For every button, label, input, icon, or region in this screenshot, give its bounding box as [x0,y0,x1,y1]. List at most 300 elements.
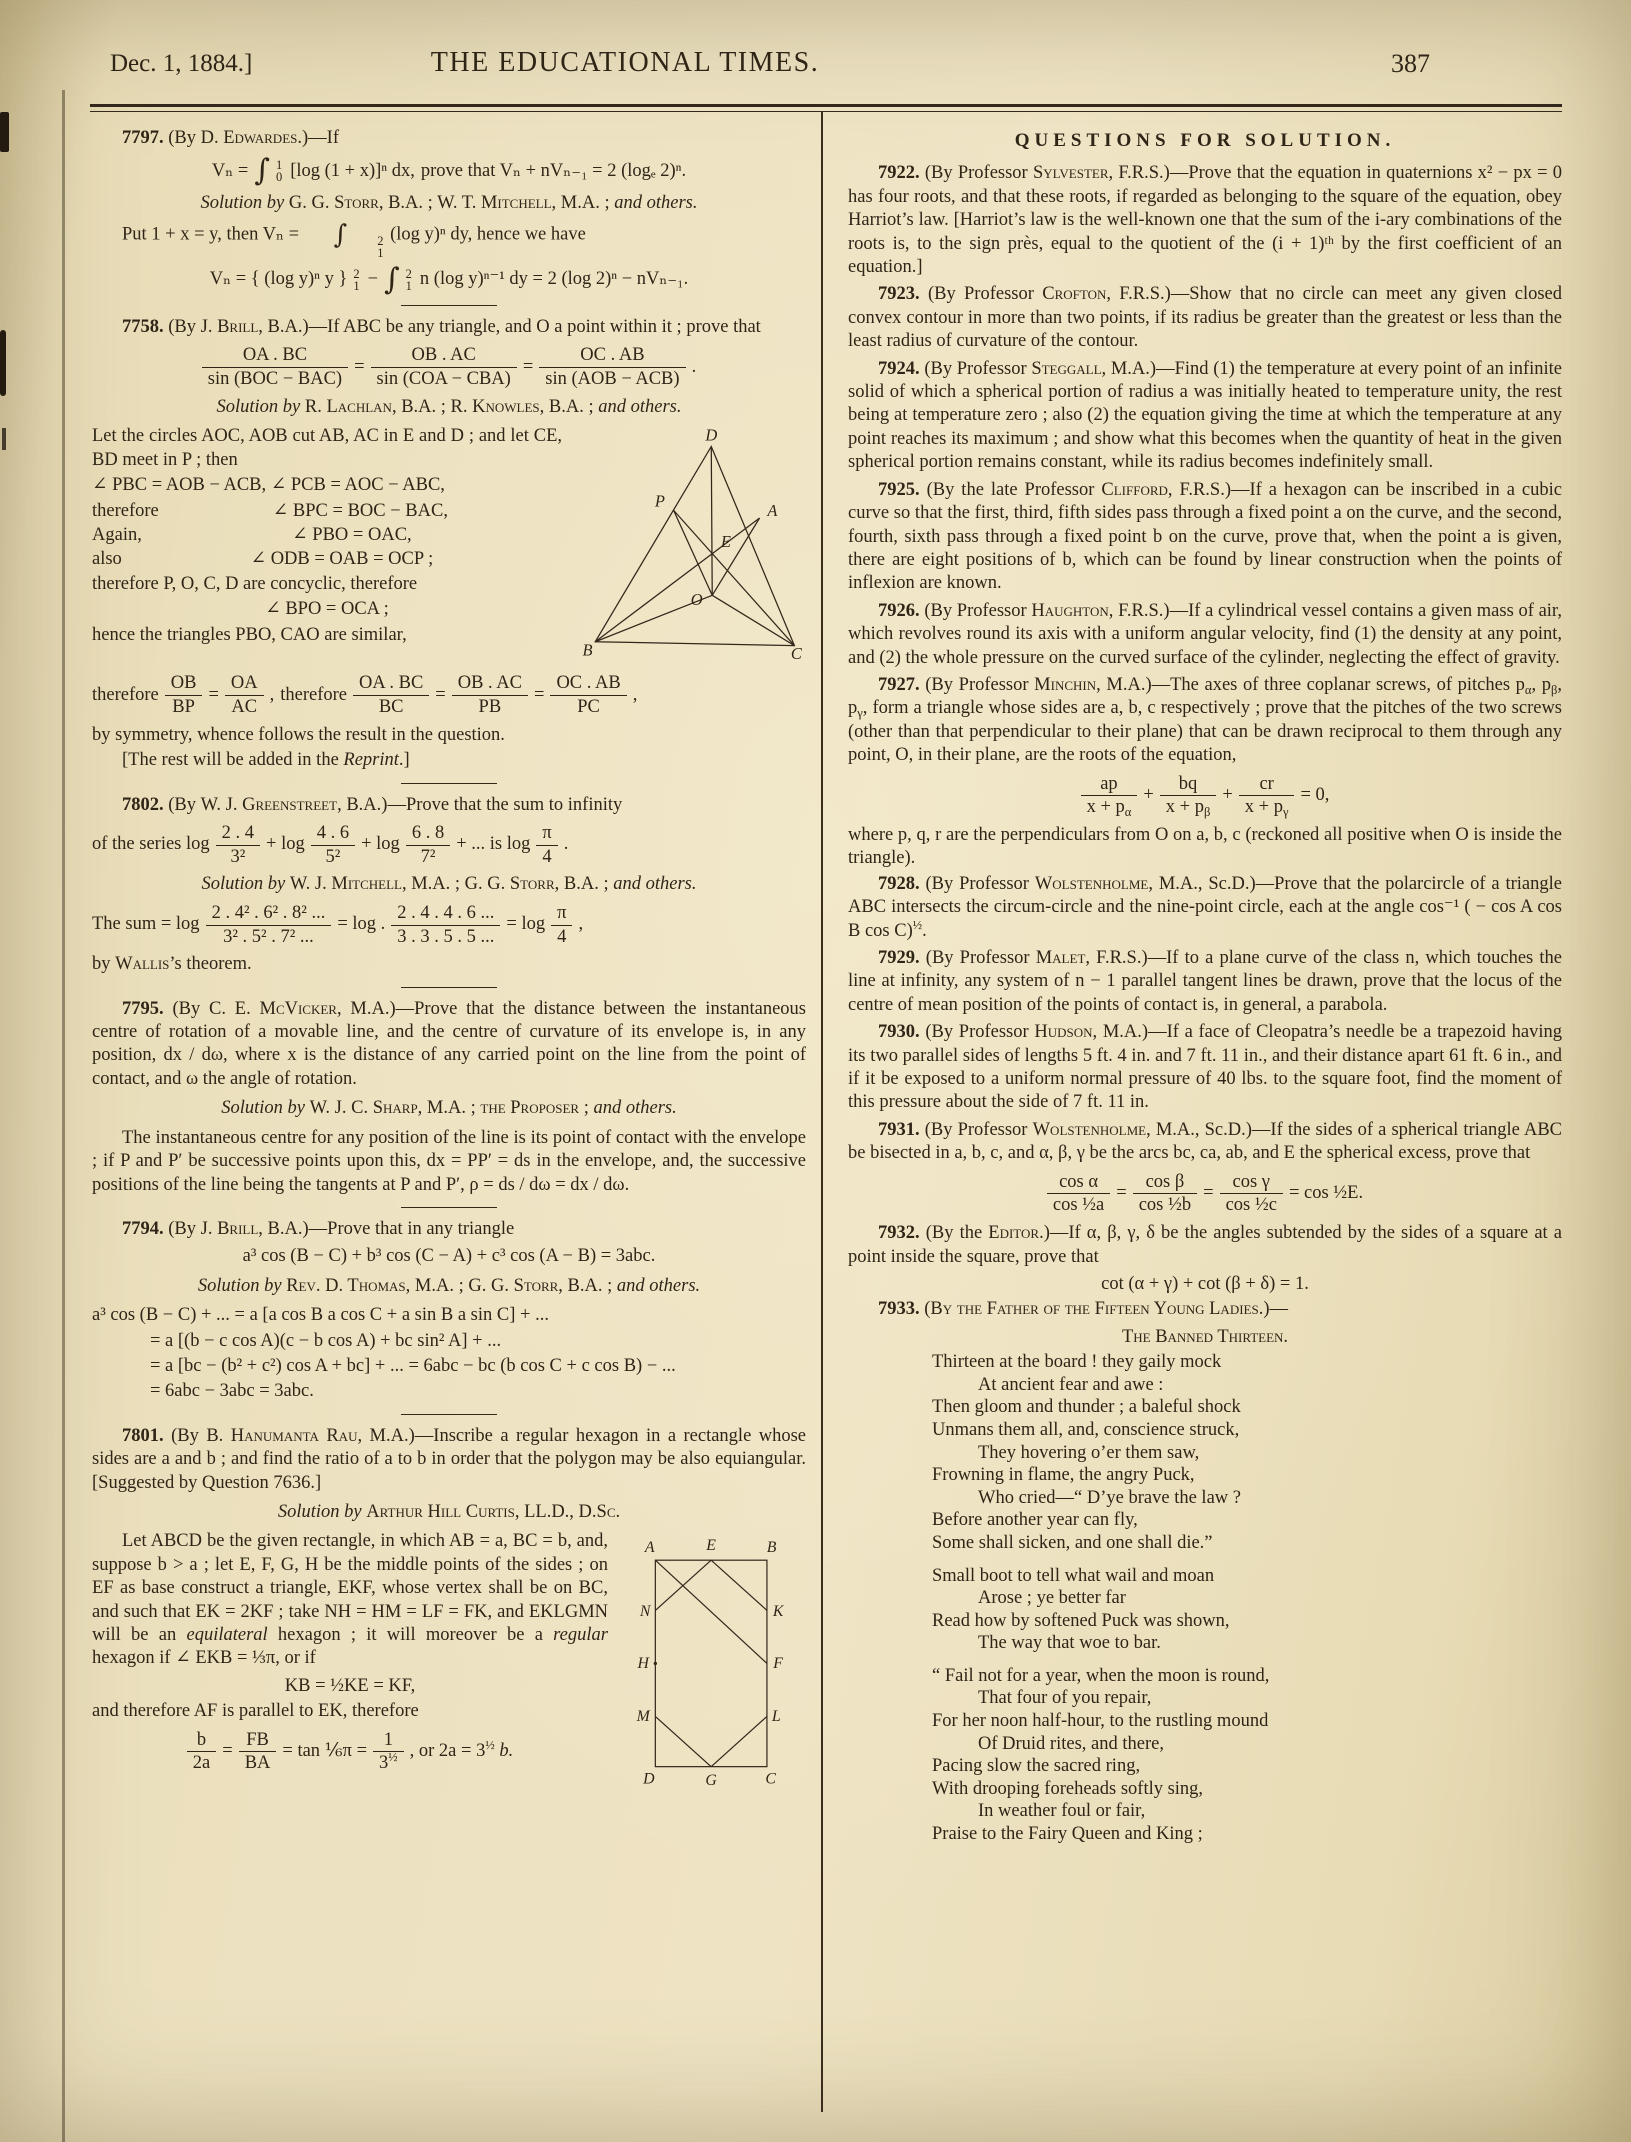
solution-byline [92,1501,806,1524]
den: BC [378,697,404,718]
figure-triangle-7758 [574,429,806,665]
den: cos ½b [1138,1195,1192,1216]
page-number: 387 [1391,49,1430,78]
brace-limits [353,268,359,292]
display-equation [92,153,806,189]
binding-mark [0,330,6,396]
vertex-label-D: D [705,429,718,445]
binding-mark [0,112,9,152]
editor-note [92,749,806,772]
solution-text [92,219,806,261]
byline-suffix: , M.A.) [1101,358,1157,379]
byline-suffix: , F.R.S.) [1106,284,1171,305]
problem-7801 [92,1425,807,1790]
problem-7932 [848,1222,1562,1296]
solution-byline [92,192,806,215]
solution-line: ∠ PBC = AOB − ACB, ∠ PCB = AOC − ABC, [92,475,445,496]
problem-number: 7932. [878,1223,920,1244]
den: PC [577,697,600,718]
equals-sign: = [354,356,365,377]
statement-text: —If ABC be any triangle, and O a point within it ; prove that [308,317,761,338]
fraction [391,903,500,947]
num: cos γ [1220,1172,1283,1195]
equation-part: = tan ⅙π = [282,1741,368,1762]
fraction [165,673,203,717]
fraction [536,823,557,867]
num: OB [165,673,203,696]
question-text: —If the sides of a spherical triangle ABC be bisected in a, b, c, and α, β, γ be the arcs bc, ca, ab, and E the spherical excess, prove that [848,1119,1562,1164]
and-others: and others. [598,396,682,417]
comma: , [632,684,638,705]
question-text: —If a face of Cleopatra’s needle be a trapezoid having its two parallel sides of lengths 5 ft. 4 in. and 7 ft. 11 in., and their distance apart 61 ft. 6 in., and if it be exposed to a uniform normal pressure of 40 lbs. to the square foot, find the moment of this pressure about the side of 7 ft. 11 in. [848,1022,1562,1113]
question-text: . [922,920,927,941]
vertex-label-C: C [765,1770,776,1788]
equals-sign: = [1203,1183,1214,1204]
integral-limits [406,268,412,292]
den-base: 3 [379,1753,389,1774]
and-others: and others. [614,193,698,214]
minus-sign: − [367,269,379,290]
question-statement [848,1222,1562,1269]
vertex-label-K: K [772,1603,784,1621]
vertex-label-C: C [790,644,802,664]
problem-number: 7797. [122,128,164,148]
page-title: THE EDUCATIONAL TIMES. [430,47,820,78]
num: 1 [373,1730,404,1753]
byline-suffix: , M.A.) [1096,674,1152,695]
problem-number: 7933. [878,1299,920,1320]
equation-part: Vₙ = { (log y)ⁿ y } [209,269,348,290]
byline-author: J. Brill [200,1218,259,1239]
question-text: —If to a plane curve of the class n, which touches the line at infinity, any system of n − 1 parallel tangent lines be drawn, prove that the locus of the centre of mean position of the points of contact is, in general, a parabola. [848,948,1562,1015]
byline-prefix: (By Professor [925,674,1035,695]
vertex-label-B: B [766,1539,777,1557]
fraction [452,673,528,717]
byline-prefix: (By the [925,1223,989,1244]
line-MG [655,1717,711,1767]
solver-names: W. J. C. Sharp, M.A. ; the Proposer ; [309,1098,594,1119]
byline-author: (By the Father of the Fifteen Young Ladies.)— [924,1299,1288,1320]
display-equation: a³ cos (B − C) + b³ cos (C − A) + c³ cos (A − B) = 3abc. [242,1246,656,1267]
problem-7928 [848,873,1562,943]
period: . [691,356,697,377]
question-text: —The axes of three coplanar screws, of pitches p [1151,674,1525,695]
problem-number: 7923. [878,284,920,305]
byline-prefix: (By [168,1218,201,1239]
den-exponent: ½ [388,1750,398,1765]
den-base: x + p [1165,797,1204,818]
problem-7933 [848,1298,1562,1845]
den: BA [244,1753,271,1774]
problem-7802 [92,794,806,977]
vertex-label-D: D [643,1770,655,1788]
lead-word: Again, [92,524,142,545]
num: OC . AB [539,345,685,368]
den [1081,796,1138,818]
byline-author: Sylvester [1032,163,1109,184]
and-others: and others. [613,874,697,895]
byline-prefix: (By [168,317,201,338]
problem-number: 7930. [878,1022,920,1043]
left-column [92,127,806,1812]
poem-line: Frowning in flame, the angry Puck, [932,1465,1195,1486]
plus-sign: + [1222,785,1233,806]
poem-line: Then gloom and thunder ; a baleful shock [932,1397,1241,1418]
den: BP [172,697,195,718]
byline-author: Clifford [1101,479,1168,500]
equals-sign: = [522,356,534,377]
den: 2a [192,1753,211,1774]
vertex-label-L: L [771,1708,781,1726]
problem-number: 7802. [122,794,164,815]
question-statement [848,1119,1562,1166]
fraction [1220,1172,1283,1216]
equals-zero: = 0, [1300,785,1330,806]
num: 2 . 4 [216,823,260,846]
series-equation [92,823,806,867]
solution-byline [92,1275,806,1298]
fraction [371,345,517,389]
fraction [551,903,572,947]
equals-sign: = [222,1741,233,1762]
header-double-rule [90,104,1562,112]
italic-word: regular [553,1625,608,1645]
upper-limit: 2 [405,267,412,282]
derivation-line: a³ cos (B − C) + ... = a [a cos B a cos C + a sin B a sin C] + ... [92,1305,549,1326]
statement-text: —Prove that the sum to infinity [387,794,623,815]
problem-7925 [848,479,1562,596]
equation-part: + log [266,834,305,855]
solution-text: The instantaneous centre for any position of the line is its point of contact with the envelope ; if P and P′ be successive points upon this, dx = PP′ = ds in the envelope, and, the successive positions of the line being the tangents at P and P′, ρ = ds / dω = dx / dω. [92,1127,806,1195]
byline-prefix: (By Professor [924,1119,1033,1140]
den: cos ½c [1225,1195,1277,1216]
display-equation [92,1730,608,1774]
byline-suffix: , F.R.S.) [1085,948,1148,969]
fraction [1047,1172,1110,1216]
lower-limit: 1 [405,279,412,294]
question-text: , form a triangle whose sides are a, b, c respectively ; prove that the pitches of the two screws (other than that perpendicular to their plane) that can be drawn reciprocal to them through any point, O, in their plane, are the roots of the equation, [848,698,1562,766]
den: sin (COA − CBA) [376,369,511,390]
solution-by-label: Solution by [277,1501,367,1522]
byline-suffix: , M.A., Sc.D.) [1148,873,1256,894]
integral-limits [276,159,282,183]
fraction [353,673,429,717]
den: cos ½a [1052,1195,1105,1216]
section-divider [401,1414,497,1415]
subscript: β [1551,682,1558,697]
wallis-name: Wallis [115,954,170,975]
poem-line: They hovering o’er them saw, [978,1442,1200,1463]
display-equation [92,903,806,947]
byline-suffix: , M.A.) [357,1425,415,1446]
byline-prefix: (By [168,128,201,148]
den: 5² [325,846,341,867]
equals-sign: = [534,684,545,705]
solution-line: therefore P, O, C, D are concyclic, therefore [92,573,418,594]
fraction [550,673,626,717]
right-column [848,127,1562,1846]
fraction [187,1730,216,1774]
section-divider [401,783,497,784]
section-divider [401,305,497,306]
equation-part: + log [361,834,400,855]
byline-author: C. E. McVicker [209,998,337,1019]
display-equation: KB = ½KE = KF, [284,1675,416,1696]
num: 2 . 4 . 4 . 6 ... [391,903,500,926]
display-equation [92,673,806,717]
den: sin (AOB − ACB) [545,369,680,390]
fraction [202,345,348,389]
solution-line [92,500,562,523]
den: 4 [557,926,567,947]
display-equation [848,774,1562,818]
den-subscript: γ [1282,805,1289,820]
problem-7797 [92,127,806,298]
byline-author: J. Brill [200,317,259,338]
header-date: Dec. 1, 1884.] [110,50,253,77]
den: 4 [542,846,552,867]
byline-prefix: (By [172,998,209,1019]
num: 2 . 4² . 6² . 8² ... [206,903,332,926]
integral-sign: ∫ [333,219,348,250]
problem-number: 7794. [122,1218,164,1239]
integral-sign: ∫ [254,153,270,189]
derivation-line: = a [bc − (b² + c²) cos A + bc] + ... = 6abc − bc (b cos C + c cos B) − ... [150,1355,676,1376]
fraction [539,345,685,389]
byline-suffix: , F.R.S.) [1108,600,1170,621]
display-equation [92,262,806,298]
solution-line [92,524,562,547]
fraction [1239,774,1295,818]
solver-names: Arthur Hill Curtis, LL.D., D.Sc. [366,1501,621,1522]
reprint-label: Reprint [343,750,399,771]
byline-author: Editor [988,1223,1040,1244]
question-text: —Show that no circle can meet any given closed convex contour in more than two points, if its radius be greater than the greatest or less than the least radius of curvature of the contour. [848,284,1562,352]
exponent: ½ [485,1738,495,1753]
equation-part: n (log y)ⁿ⁻¹ dy = 2 (log 2)ⁿ − nVₙ₋₁. [419,269,689,290]
poem-line: Thirteen at the board ! they gaily mock [932,1352,1222,1373]
angle-equation: ∠ ODB = OAB = OCP ; [250,549,434,570]
byline-author: Wolstenholme [1032,1119,1147,1140]
problem-number: 7927. [878,674,920,695]
problem-number: 7925. [878,479,920,500]
byline-prefix: (By [168,794,201,815]
problem-number: 7758. [122,317,164,338]
comma: , [269,684,275,705]
problem-statement [92,127,806,150]
byline-author: W. J. Greenstreet [200,794,338,815]
figure-hexagon-7801 [620,1534,806,1804]
problem-number: 7922. [878,163,920,184]
byline-suffix: , F.R.S.) [1108,163,1170,184]
solver-names: G. G. Storr, B.A. ; W. T. Mitchell, M.A. ; [288,193,615,214]
byline-prefix: (By Professor [925,948,1036,969]
lead-word: therefore [92,684,159,705]
problem-7930 [848,1021,1562,1115]
statement-text: —Inscribe a regular hexagon in a rectangle whose sides are a and b ; and find the ratio of a to b in order that the polygon may be also equiangular. [Suggested by Question 7636.] [92,1425,807,1493]
poem-title-text: The Banned Thirteen. [1121,1326,1289,1347]
exponent: ½ [912,917,923,932]
subscript: γ [857,706,863,721]
solution-text: Let the circles AOC, AOB cut AB, AC in E and D ; and let CE, BD meet in P ; then [92,426,562,470]
byline-suffix: , F.R.S.) [1167,479,1231,500]
column-divider-rule [821,112,823,2112]
num: FB [239,1730,277,1753]
italic-word: equilateral [186,1625,268,1645]
byline-author: Wolstenholme [1034,873,1149,894]
line-EK [711,1561,767,1611]
question-text: where p, q, r are the perpendiculars from O on a, b, c (reckoned all positive when O is inside the triangle). [848,825,1562,869]
text-part: by [92,954,116,975]
byline-author: Haughton [1031,600,1109,621]
byline-author: Minchin [1034,674,1097,695]
poem-title [848,1326,1562,1349]
fraction [216,823,260,867]
lower-limit: 0 [275,170,283,185]
section-heading: QUESTIONS FOR SOLUTION. [1014,130,1396,151]
integral-limits [347,235,383,259]
byline-prefix: (By Professor [927,284,1043,305]
num: OA . BC [353,673,429,696]
problem-7924 [848,358,1562,475]
vertex-label-A: A [767,501,778,521]
num: cos α [1047,1172,1110,1195]
line-LG [711,1717,767,1767]
byline-suffix: , M.A.) [336,998,396,1019]
question-text: —Find (1) the temperature at every point of an infinite solid of which a spherical portion of radius a was initially heated to temperature unity, the rest being at temperature zero ; also (2) the equation giving the time at which the temperature at any point reaches its maximum ; and show what this becomes when the quantity of heat in the given spherical portion remains constant, while its radius becomes indefinitely small. [848,358,1562,473]
problem-number: 7795. [122,998,164,1019]
solution-byline [92,396,806,419]
solution-by-label: Solution by [200,193,289,214]
statement-text: —Prove that in any triangle [308,1218,515,1239]
equals-sign: = [1116,1183,1127,1204]
poem-line: Arose ; ye better far [978,1588,1126,1609]
num: π [536,823,557,846]
num: OC . AB [550,673,626,696]
solution-byline [92,1097,806,1120]
problem-statement [92,316,806,339]
problem-statement [92,1218,806,1241]
solution-line [92,548,562,571]
vertex-label-F: F [773,1655,783,1673]
num: bq [1160,774,1217,797]
byline-prefix: (By the late Professor [926,479,1102,500]
question-text: , p [1531,674,1551,695]
den: PB [478,697,502,718]
num: π [551,903,572,926]
solver-names: Rev. D. Thomas, M.A. ; G. G. Storr, B.A. ; [286,1275,617,1296]
problem-number: 7928. [878,873,920,894]
question-text: —Prove that the equation in quaternions x² − px = 0 has four roots, and that these roots, if regarded as belonging to the square of the equation, obey Harriot’s law. [Harriot’s law is the well-known one that the sum of the i-ary combinations of the roots is, to the sign près, equal to the quotient of the (i + 1)ᵗʰ by the first coefficient of an equation.] [848,163,1563,278]
poem-line: Praise to the Fairy Queen and King ; [932,1824,1203,1845]
fraction [1160,774,1217,818]
lead-word: therefore [92,500,159,521]
den-subscript: β [1203,805,1211,820]
den: 7² [420,846,436,867]
statement-text: —If [308,128,339,148]
section-divider [401,1207,497,1208]
fraction [373,1730,404,1774]
byline-author: Hudson [1034,1022,1093,1043]
byline-suffix: ) [302,128,309,148]
binding-mark [2,428,6,450]
byline-prefix: (By [171,1425,207,1446]
line-OP [674,511,713,596]
solution-line: hence the triangles PBO, CAO are similar, [92,624,407,645]
vertex-label-H: H [637,1655,649,1673]
equation-part: = cos ½E. [1288,1183,1364,1204]
comma: , [578,914,584,935]
byline-author: D. Edwardes. [200,128,302,148]
problem-7929 [848,947,1562,1017]
solution-line [92,953,806,976]
byline-author: Malet [1035,948,1086,969]
byline-prefix: (By Professor [924,358,1032,379]
and-others: and others. [616,1275,701,1296]
point-H-dot [654,1662,657,1665]
den [1160,796,1217,818]
question-text: —If a cylindrical vessel contains a given mass of air, which revolves round its axis with a uniform angular velocity, find (1) the density at any point, and (2) the whole pressure on the curved surface of the cylinder, neglecting the effect of gravity. [848,600,1562,668]
vertex-label-B: B [582,640,593,660]
equals-sign: = [435,684,446,705]
solution-by-label: Solution by [216,396,305,417]
lead-word: also [92,549,122,570]
problem-statement [92,998,806,1092]
subscript: α [1524,682,1532,697]
text-part: hexagon ; it will moreover be a [267,1625,554,1645]
line-OC [712,596,794,646]
vertex-label-E: E [706,1537,716,1555]
den: 3 . 3 . 5 . 5 ... [397,926,495,947]
poem-line: Pacing slow the sacred ring, [932,1756,1141,1777]
page-gutter-shadow [62,90,65,2142]
problem-7758 [92,316,806,773]
fraction [225,673,264,717]
poem-line: In weather foul or fair, [978,1801,1146,1822]
problem-7923 [848,283,1562,353]
byline-suffix: , B.A.) [337,794,388,815]
text-part: (log y)ⁿ dy, hence we have [390,224,586,245]
solution-by-label: Solution by [221,1098,310,1119]
text-part: , or 2a = 3 [409,1741,486,1762]
poem-line: Of Druid rites, and there, [978,1733,1164,1754]
poem-line: The way that woe to bar. [978,1633,1161,1654]
num: 6 . 8 [406,823,450,846]
note-text: .] [398,750,410,771]
fraction [406,823,450,867]
line-AF [655,1561,767,1664]
problem-statement [92,794,806,817]
num: OB . AC [371,345,517,368]
problem-7926 [848,600,1562,670]
den: 3² . 5² . 7² ... [223,926,314,947]
note-text: [The rest will be added in the [122,750,344,771]
vertex-label-G: G [705,1772,717,1790]
den [1239,796,1295,818]
upper-limit: 2 [353,267,360,282]
text-part: Put 1 + x = y, then Vₙ = [122,224,300,245]
equation-part: [log (1 + x)]ⁿ dx, [290,160,415,181]
lower-limit: 1 [377,246,384,261]
num: cr [1239,774,1295,797]
den: 3² [230,846,246,867]
solver-names: R. Lachlan, B.A. ; R. Knowles, B.A. ; [304,396,599,417]
plus-sign: + [1143,785,1154,806]
angle-equation: ∠ PBO = OAC, [292,524,412,545]
solution-text: and therefore AF is parallel to EK, therefore [92,1701,419,1722]
and-others: and others. [593,1098,677,1119]
variable-b: b. [494,1741,514,1762]
